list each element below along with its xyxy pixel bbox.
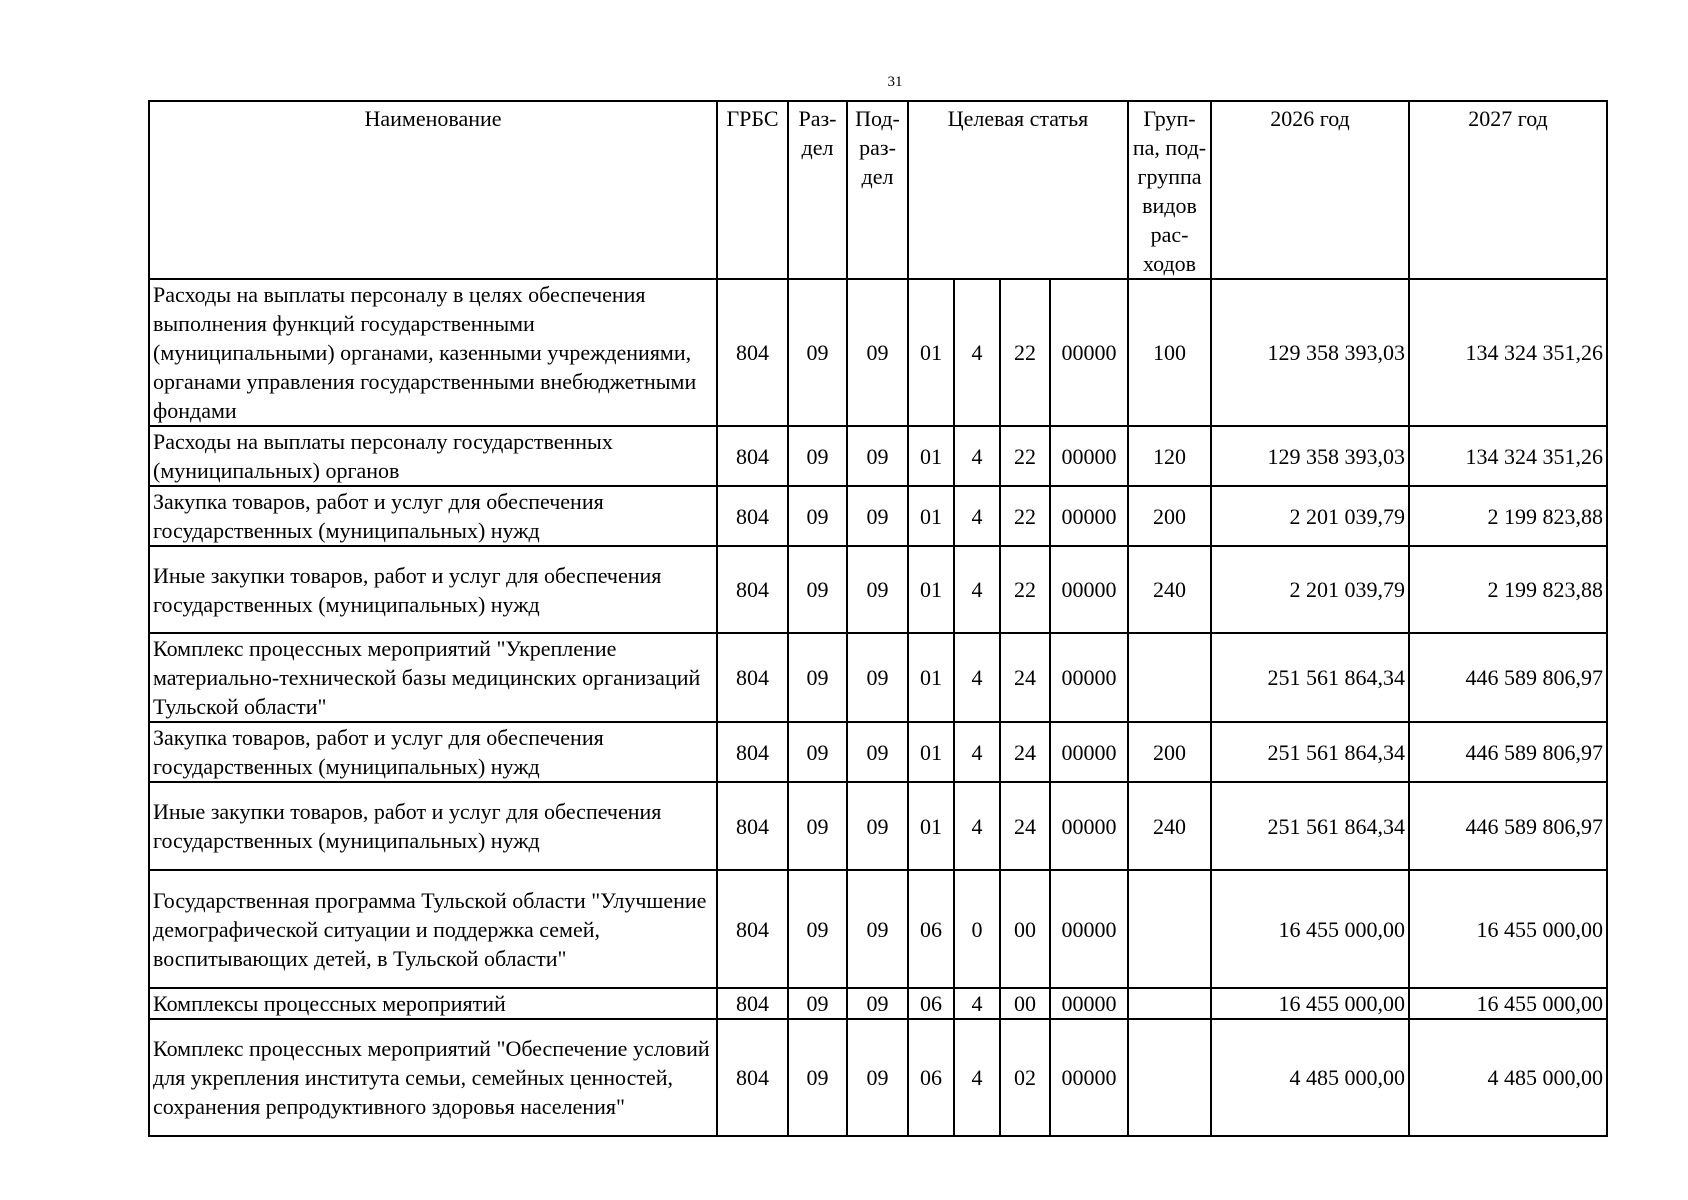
row-amount-2027: 134 324 351,26 <box>1409 279 1607 426</box>
row-target-item: 24 <box>1000 782 1050 870</box>
row-expense-group <box>1128 988 1211 1019</box>
row-grbs: 804 <box>717 633 788 722</box>
row-expense-group: 100 <box>1128 279 1211 426</box>
row-razdel: 09 <box>788 486 847 546</box>
row-target-item: 22 <box>1000 426 1050 486</box>
row-target-program: 01 <box>908 486 954 546</box>
row-target-type: 4 <box>954 722 1000 782</box>
row-podrazdel: 09 <box>847 486 908 546</box>
row-grbs: 804 <box>717 279 788 426</box>
row-target-item: 22 <box>1000 486 1050 546</box>
row-amount-2027: 446 589 806,97 <box>1409 633 1607 722</box>
row-target-direction: 00000 <box>1050 1019 1128 1136</box>
row-grbs: 804 <box>717 988 788 1019</box>
table-row <box>149 546 1607 633</box>
row-grbs: 804 <box>717 1019 788 1136</box>
row-target-program: 01 <box>908 633 954 722</box>
row-amount-2027: 16 455 000,00 <box>1409 988 1607 1019</box>
row-amount-2027: 446 589 806,97 <box>1409 782 1607 870</box>
header-2027: 2027 год <box>1409 101 1607 279</box>
row-podrazdel: 09 <box>847 633 908 722</box>
row-target-program: 01 <box>908 426 954 486</box>
row-target-direction: 00000 <box>1050 486 1128 546</box>
row-amount-2026: 251 561 864,34 <box>1211 782 1409 870</box>
row-target-program: 01 <box>908 279 954 426</box>
row-grbs: 804 <box>717 722 788 782</box>
row-name: Комплекс процессных мероприятий "Обеспечение условий для укрепления института семьи, семейных ценностей, сохранения репродуктивного здоровья населения" <box>149 1019 717 1136</box>
row-amount-2026: 129 358 393,03 <box>1211 279 1409 426</box>
row-target-type: 4 <box>954 1019 1000 1136</box>
row-razdel: 09 <box>788 722 847 782</box>
row-grbs: 804 <box>717 870 788 988</box>
row-expense-group: 240 <box>1128 546 1211 633</box>
row-target-type: 4 <box>954 988 1000 1019</box>
row-expense-group <box>1128 633 1211 722</box>
row-target-item: 00 <box>1000 988 1050 1019</box>
row-target-type: 4 <box>954 633 1000 722</box>
table-row <box>149 722 1607 782</box>
row-expense-group: 120 <box>1128 426 1211 486</box>
row-amount-2026: 16 455 000,00 <box>1211 870 1409 988</box>
row-target-direction: 00000 <box>1050 988 1128 1019</box>
row-podrazdel: 09 <box>847 782 908 870</box>
row-name: Комплексы процессных мероприятий <box>149 988 717 1019</box>
row-target-item: 24 <box>1000 722 1050 782</box>
table-row <box>149 782 1607 870</box>
row-razdel: 09 <box>788 870 847 988</box>
header-2026: 2026 год <box>1211 101 1409 279</box>
row-name: Расходы на выплаты персоналу государственных (муниципальных) органов <box>149 426 717 486</box>
row-amount-2027: 16 455 000,00 <box>1409 870 1607 988</box>
row-target-item: 02 <box>1000 1019 1050 1136</box>
page-number: 31 <box>887 74 903 90</box>
row-target-program: 06 <box>908 870 954 988</box>
row-amount-2026: 2 201 039,79 <box>1211 546 1409 633</box>
table-row <box>149 988 1607 1019</box>
header-grbs: ГРБС <box>717 101 788 279</box>
table-row <box>149 633 1607 722</box>
row-podrazdel: 09 <box>847 279 908 426</box>
row-razdel: 09 <box>788 988 847 1019</box>
row-target-direction: 00000 <box>1050 782 1128 870</box>
row-name: Комплекс процессных мероприятий "Укрепление материально-технической базы медицинских организаций Тульской области" <box>149 633 717 722</box>
row-grbs: 804 <box>717 486 788 546</box>
row-amount-2027: 446 589 806,97 <box>1409 722 1607 782</box>
row-target-item: 22 <box>1000 546 1050 633</box>
row-target-type: 4 <box>954 426 1000 486</box>
row-name: Иные закупки товаров, работ и услуг для обеспечения государственных (муниципальных) нужд <box>149 782 717 870</box>
row-target-direction: 00000 <box>1050 870 1128 988</box>
row-expense-group: 200 <box>1128 722 1211 782</box>
row-podrazdel: 09 <box>847 1019 908 1136</box>
budget-table <box>148 100 1608 1137</box>
row-amount-2027: 134 324 351,26 <box>1409 426 1607 486</box>
row-target-program: 01 <box>908 546 954 633</box>
row-amount-2027: 4 485 000,00 <box>1409 1019 1607 1136</box>
row-target-type: 0 <box>954 870 1000 988</box>
row-grbs: 804 <box>717 782 788 870</box>
row-target-program: 06 <box>908 988 954 1019</box>
row-target-item: 00 <box>1000 870 1050 988</box>
table-row <box>149 486 1607 546</box>
row-podrazdel: 09 <box>847 870 908 988</box>
table-header <box>149 101 1607 279</box>
row-amount-2026: 16 455 000,00 <box>1211 988 1409 1019</box>
row-razdel: 09 <box>788 279 847 426</box>
row-grbs: 804 <box>717 426 788 486</box>
row-razdel: 09 <box>788 1019 847 1136</box>
row-expense-group: 240 <box>1128 782 1211 870</box>
row-expense-group <box>1128 870 1211 988</box>
row-target-item: 24 <box>1000 633 1050 722</box>
header-name: Наименование <box>149 101 717 279</box>
row-target-direction: 00000 <box>1050 426 1128 486</box>
row-podrazdel: 09 <box>847 546 908 633</box>
row-target-direction: 00000 <box>1050 279 1128 426</box>
table-row <box>149 870 1607 988</box>
row-target-type: 4 <box>954 486 1000 546</box>
row-amount-2026: 251 561 864,34 <box>1211 722 1409 782</box>
row-name: Закупка товаров, работ и услуг для обеспечения государственных (муниципальных) нужд <box>149 722 717 782</box>
row-target-item: 22 <box>1000 279 1050 426</box>
row-name: Закупка товаров, работ и услуг для обеспечения государственных (муниципальных) нужд <box>149 486 717 546</box>
row-razdel: 09 <box>788 546 847 633</box>
row-razdel: 09 <box>788 633 847 722</box>
header-expense-group: Груп- па, под- группа видов рас- ходов <box>1128 101 1211 279</box>
row-target-type: 4 <box>954 782 1000 870</box>
table-row <box>149 426 1607 486</box>
row-podrazdel: 09 <box>847 722 908 782</box>
header-podrazdel: Под- раз- дел <box>847 101 908 279</box>
row-amount-2026: 129 358 393,03 <box>1211 426 1409 486</box>
row-amount-2027: 2 199 823,88 <box>1409 486 1607 546</box>
row-podrazdel: 09 <box>847 426 908 486</box>
row-name: Иные закупки товаров, работ и услуг для обеспечения государственных (муниципальных) нужд <box>149 546 717 633</box>
row-name: Расходы на выплаты персоналу в целях обеспечения выполнения функций государственными (муниципальными) органами, казенными учреждениями, органами управления государственными внебюджетными фондами <box>149 279 717 426</box>
row-target-direction: 00000 <box>1050 722 1128 782</box>
row-expense-group: 200 <box>1128 486 1211 546</box>
row-target-type: 4 <box>954 279 1000 426</box>
row-name: Государственная программа Тульской области "Улучшение демографической ситуации и поддержка семей, воспитывающих детей, в Тульской области" <box>149 870 717 988</box>
row-razdel: 09 <box>788 782 847 870</box>
header-target-article: Целевая статья <box>908 101 1128 279</box>
row-amount-2026: 2 201 039,79 <box>1211 486 1409 546</box>
row-grbs: 804 <box>717 546 788 633</box>
table-row <box>149 279 1607 426</box>
header-razdel: Раз- дел <box>788 101 847 279</box>
row-amount-2027: 2 199 823,88 <box>1409 546 1607 633</box>
row-target-program: 01 <box>908 722 954 782</box>
row-amount-2026: 251 561 864,34 <box>1211 633 1409 722</box>
row-target-program: 06 <box>908 1019 954 1136</box>
row-target-program: 01 <box>908 782 954 870</box>
row-target-direction: 00000 <box>1050 633 1128 722</box>
row-razdel: 09 <box>788 426 847 486</box>
table-row <box>149 1019 1607 1136</box>
row-podrazdel: 09 <box>847 988 908 1019</box>
row-target-direction: 00000 <box>1050 546 1128 633</box>
row-target-type: 4 <box>954 546 1000 633</box>
row-amount-2026: 4 485 000,00 <box>1211 1019 1409 1136</box>
row-expense-group <box>1128 1019 1211 1136</box>
